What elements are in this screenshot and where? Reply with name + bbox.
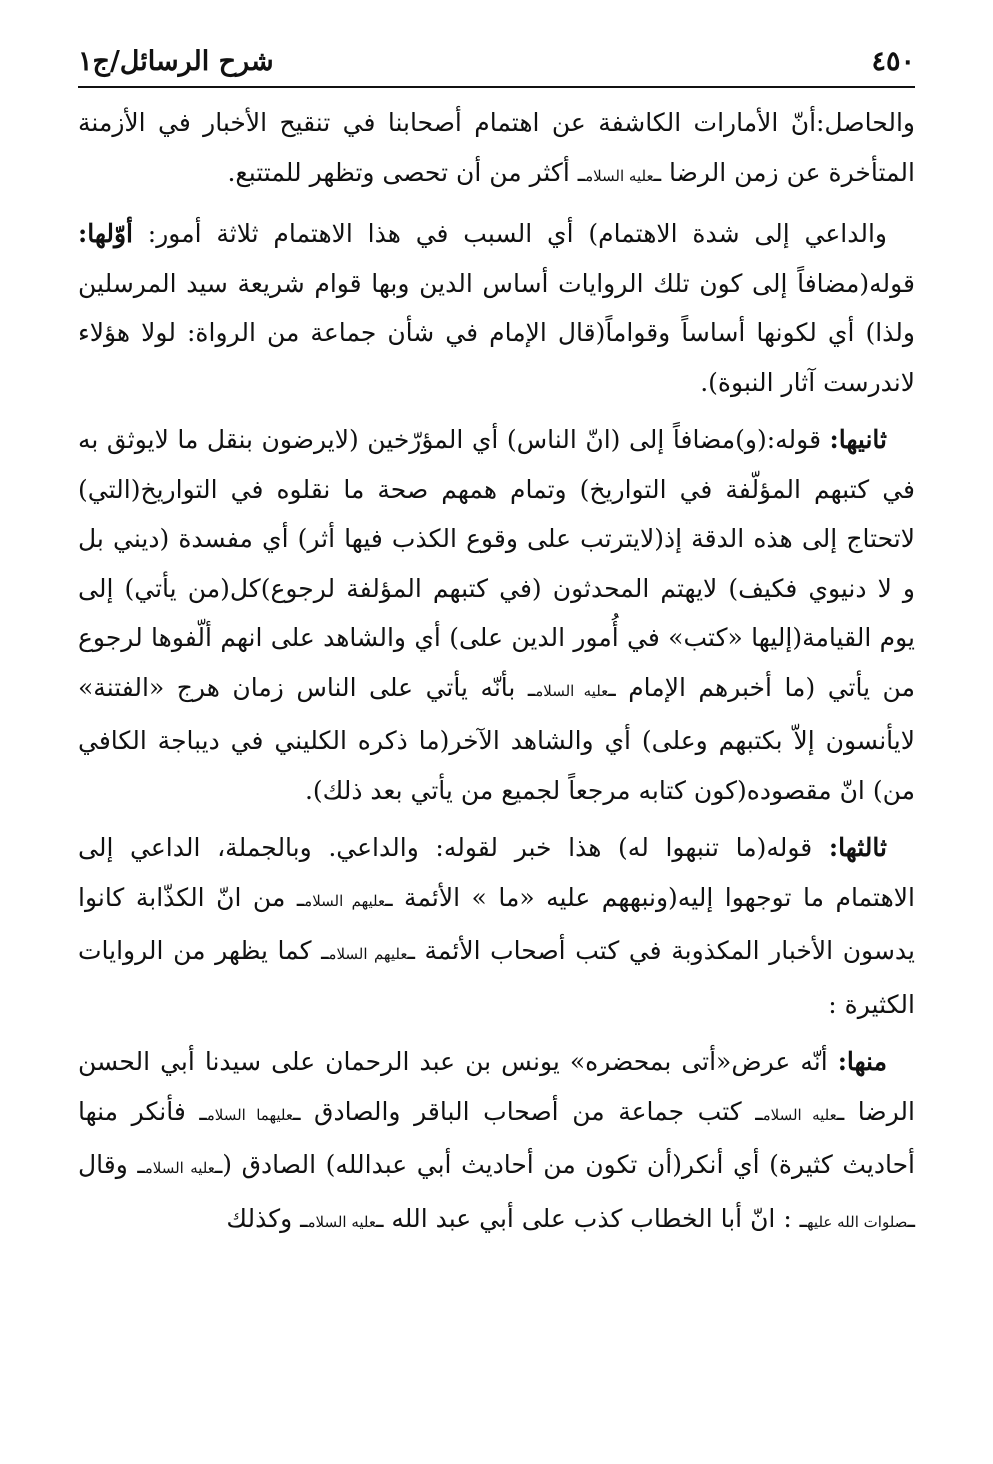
paragraph-lead: أوّلها: [78, 219, 134, 248]
paragraph [78, 415, 915, 815]
text-run: قوله(ما تنبهوا له) هذا خبر لقوله: والداعي. وبالجملة، الداعي إلى الاهتمام ما توجهوا إليه(ونبههم عليه «ما » الأئمة ـ [78, 833, 915, 912]
text-run: ـ وكذلك [226, 1203, 308, 1233]
honorific: عليه السلام [144, 1159, 215, 1177]
paragraph-lead: منها: [837, 1047, 887, 1076]
text-run: ـ كتب جماعة من أصحاب الباقر والصادق ـ [293, 1096, 763, 1126]
text-run: والداعي إلى شدة الاهتمام) أي السبب في هذا الاهتمام ثلاثة أمور: [133, 219, 887, 248]
text-run: ـ فأنكر منها أحاديث كثيرة) أي أنكر(أن تكون من أحاديث أبي عبدالله) الصادق (ـ [78, 1096, 915, 1179]
text-run: ـ كما يظهر من الروايات الكثيرة : [78, 936, 915, 1019]
honorific: عليه السلام [535, 681, 609, 700]
honorific: عليهم السلام [328, 945, 408, 963]
paragraph [78, 98, 915, 201]
honorific: عليه السلام [585, 166, 654, 185]
paragraph [78, 1037, 915, 1247]
page-number: ٤٥٠ [871, 46, 915, 77]
paragraph-lead: ثانيها: [829, 425, 887, 454]
text-run: أنّه عرض«أتى بمحضره» يونس بن عبد الرحمان على سيدنا أبي الحسن الرضا ـ [78, 1047, 915, 1126]
body-text [78, 98, 915, 1247]
running-title: شرح الرسائل/ج١ [78, 46, 274, 77]
honorific: عليهما السلام [206, 1105, 294, 1124]
page-header [78, 38, 915, 82]
text-run: ـ أكثر من أن تحصى وتظهر للمتتبع. [227, 157, 586, 187]
paragraph [78, 209, 915, 407]
text-run: ـ وقال ـ [78, 1150, 915, 1233]
honorific: عليه السلام [762, 1105, 837, 1124]
honorific: عليهم السلام [304, 891, 386, 910]
honorific: صلوات الله عليه [807, 1212, 908, 1231]
header-rule [78, 86, 915, 88]
paragraph [78, 823, 915, 1029]
text-run: قوله(مضافاً إلى كون تلك الروايات أساس الدين وبها قوام شريعة سيد المرسلين ولذا) أي لكونها أساساً وقواماً(قال الإمام في شأن جماعة من الرواة: لولا هؤلاء لاندرست آثار النبوة). [78, 268, 915, 397]
text-run: ـ : انّ أبا الخطاب كذب على أبي عبد الله ـ [376, 1203, 808, 1233]
paragraph-lead: ثالثها: [828, 833, 887, 862]
text-run: ـ من انّ الكذّابة كانوا يدسون الأخبار المكذوبة في كتب أصحاب الأئمة ـ [78, 882, 916, 965]
text-run: ـ بأنّه يأتي على الناس زمان هرج «الفتنة» لايأنسون إلاّ بكتبهم وعلى) أي والشاهد الآخر(ما ذكره الكليني في ديباجة الكافي من) انّ مقصوده(كون كتابه مرجعاً لجميع من يأتي بعد ذلك). [78, 672, 915, 805]
text-run: والحاصل:أنّ الأمارات الكاشفة عن اهتمام أصحابنا في تنقيح الأخبار في الأزمنة المتأخرة عن زمن الرضا ـ [78, 108, 915, 187]
text-run: قوله:(و)مضافاً إلى (انّ الناس) أي المؤرّخين (لايرضون بنقل ما لايوثق به في كتبهم المؤلّفة في التواريخ) وتمام همهم صحة ما نقلوه في التواريخ(التي) لاتحتاج إلى هذه الدقة إذ(لايترتب على وقوع الكذب فيها أثر) أي مفسدة (ديني بل و لا دنيوي فكيف) لايهتم المحدثون (في كتبهم المؤلفة لرجوع)كل(من يأتي) إلى يوم القيامة(إليها «كتب» في أُمور الدين على) أي والشاهد على انهم ألّفوها لرجوع من يأتي (ما أخبرهم الإمام ـ [78, 425, 915, 702]
honorific: عليه السلام [307, 1212, 377, 1231]
